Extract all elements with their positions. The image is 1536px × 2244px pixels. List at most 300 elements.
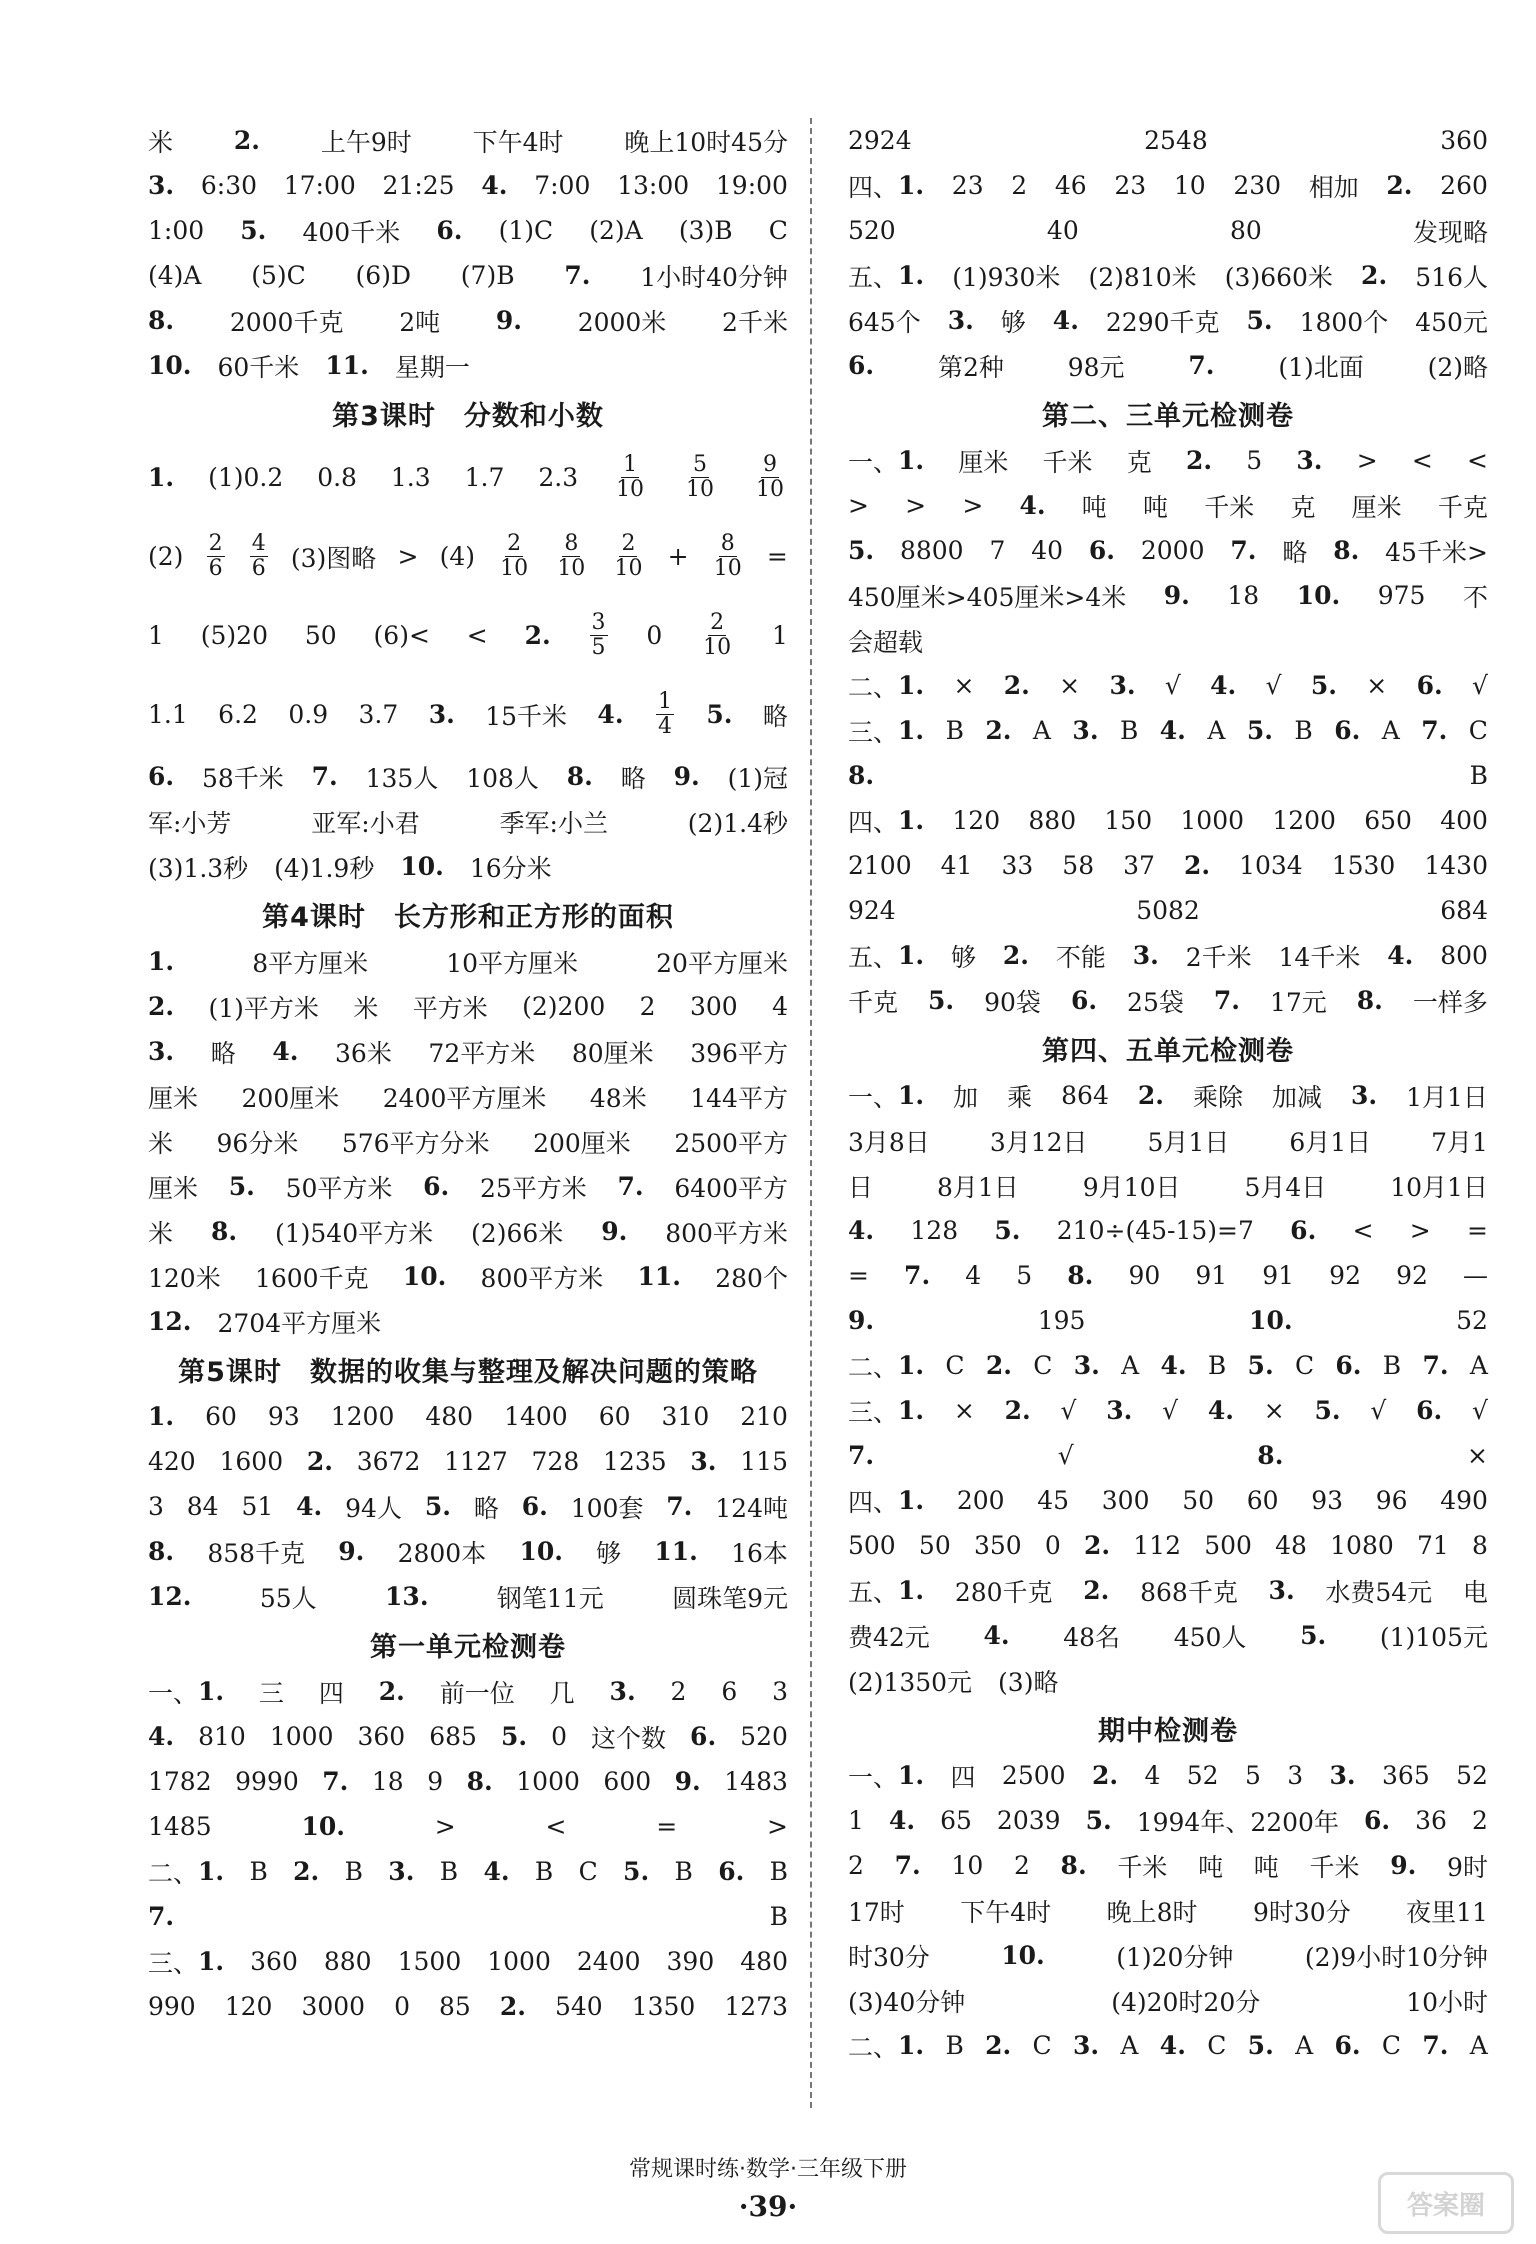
answer-line xyxy=(848,1163,1488,1208)
question-number: 3. xyxy=(1073,2031,1100,2060)
question-number: 7. xyxy=(904,1261,931,1290)
question-number: 4. xyxy=(983,1621,1010,1650)
answer-value: 90 xyxy=(1128,1261,1161,1290)
fraction: 4 6 xyxy=(251,530,266,581)
answer-value: 23 xyxy=(951,171,984,200)
answer-value: 18 xyxy=(371,1767,404,1796)
answer-value: 0 xyxy=(551,1722,567,1751)
question-number: 4. xyxy=(888,1806,916,1835)
answer-value: > xyxy=(962,491,984,520)
answer-line xyxy=(848,1388,1488,1433)
answer-value: 水费54元 xyxy=(1325,1577,1433,1607)
lesson-3-title: 第3课时 分数和小数 xyxy=(332,400,604,432)
question-number: 7. xyxy=(148,1902,175,1931)
answer-value: 1273 xyxy=(724,1992,788,2021)
answer-value: > xyxy=(397,542,419,571)
unit-4-5-answers xyxy=(848,1073,1488,1703)
answer-value: 3000 xyxy=(301,1992,366,2021)
answer-value: 2吨 xyxy=(399,307,441,337)
answer-value: 1800个 xyxy=(1299,307,1389,337)
answer-value: 684 xyxy=(1440,896,1488,925)
answer-value: 13:00 xyxy=(617,171,690,200)
answer-value: 450元 xyxy=(1415,307,1488,337)
question-number: 6. xyxy=(1416,1396,1443,1425)
answer-value: 夜里11 xyxy=(1406,1897,1488,1927)
answer-value: 975 xyxy=(1377,581,1426,610)
answer-value: A xyxy=(1121,1351,1140,1380)
answer-value: 下午4时 xyxy=(960,1897,1052,1927)
question-number: 四、 1. xyxy=(848,806,925,837)
question-number: 10. xyxy=(519,1537,563,1566)
question-number: 2. xyxy=(1386,171,1413,200)
question-number: 6. xyxy=(1334,716,1361,745)
question-number: 9. xyxy=(495,306,522,335)
question-number: 5. xyxy=(706,700,733,729)
answer-value: 40 xyxy=(1046,216,1079,245)
question-number: 7. xyxy=(1421,716,1448,745)
answer-value: (4)A xyxy=(148,261,202,290)
question-number: 2. xyxy=(1083,1576,1110,1605)
answer-value: 120 xyxy=(952,806,1001,835)
answer-line xyxy=(848,1798,1488,1843)
answer-value: > xyxy=(848,491,869,520)
answer-value: = xyxy=(656,1812,678,1841)
answer-line xyxy=(848,438,1488,483)
answer-value: 924 xyxy=(848,896,896,925)
unit-4-5-title: 第四、五单元检测卷 xyxy=(1042,1035,1294,1067)
answer-value: > xyxy=(1409,1216,1431,1245)
answer-line xyxy=(848,298,1488,343)
answer-value: 0 xyxy=(646,621,663,650)
answer-value: 3月12日 xyxy=(989,1127,1088,1157)
answer-value: × xyxy=(953,671,975,700)
answer-value: C xyxy=(768,216,788,245)
answer-value: 365 xyxy=(1382,1761,1430,1790)
answer-line xyxy=(148,596,788,675)
answer-value: 几 xyxy=(549,1678,575,1708)
answer-value: 下午4时 xyxy=(472,127,564,157)
answer-value: 2千米 xyxy=(722,307,788,337)
answer-value: 84 xyxy=(186,1492,219,1521)
answer-value: (3)B xyxy=(678,216,733,245)
answer-value: 千米 xyxy=(1117,1852,1168,1882)
answer-line xyxy=(148,984,788,1029)
answer-value: 4 xyxy=(1144,1761,1161,1790)
answer-value: 810 xyxy=(198,1722,246,1751)
question-number: 9. xyxy=(338,1537,365,1566)
answer-value: 19:00 xyxy=(715,171,788,200)
answer-line xyxy=(148,1439,788,1484)
answer-value: 2100 xyxy=(848,851,912,880)
answer-line xyxy=(848,618,1488,663)
answer-value: 92 xyxy=(1396,1261,1428,1290)
answer-line xyxy=(148,754,788,799)
section-continued xyxy=(148,118,788,388)
answer-value: 会超载 xyxy=(848,627,924,657)
answer-value: 520 xyxy=(740,1722,788,1751)
question-number: 3. xyxy=(947,306,974,335)
question-number: 11. xyxy=(325,351,369,380)
answer-value: 3 xyxy=(772,1677,788,1706)
question-number: 4. xyxy=(296,1492,323,1521)
answer-line xyxy=(148,1894,788,1939)
answer-line xyxy=(848,1613,1488,1658)
answer-value: 52 xyxy=(1186,1761,1219,1790)
answer-value: 7月1 xyxy=(1431,1127,1488,1157)
answer-value: 上午9时 xyxy=(320,127,412,157)
question-number: 一、 1. xyxy=(848,446,925,477)
answer-value: C xyxy=(1468,716,1488,745)
answer-value: (2)A xyxy=(589,216,643,245)
answer-value: 50平方米 xyxy=(285,1173,393,1203)
question-number: 2. xyxy=(1185,446,1213,475)
answer-line xyxy=(848,528,1488,573)
answer-line xyxy=(848,663,1488,708)
answer-value: = xyxy=(848,1261,869,1290)
lesson-5-answers xyxy=(148,1394,788,1619)
answer-value: 520 xyxy=(848,216,896,245)
answer-value: 5月4日 xyxy=(1244,1172,1327,1202)
answer-value: 3 xyxy=(148,1492,164,1521)
question-number: 5. xyxy=(1246,716,1273,745)
question-number: 12. xyxy=(148,1307,192,1336)
answer-value: 日 xyxy=(848,1172,874,1202)
answer-line xyxy=(848,1978,1488,2023)
answer-value: 圆珠笔9元 xyxy=(672,1583,788,1613)
answer-value: 100套 xyxy=(570,1493,644,1523)
lesson-4-answers xyxy=(148,939,788,1344)
answer-value: × xyxy=(1059,671,1081,700)
answer-value: > xyxy=(1356,446,1378,475)
answer-value: 1994年、2200年 xyxy=(1136,1807,1339,1837)
midterm-title: 期中检测卷 xyxy=(1098,1715,1238,1747)
answer-value: 120米 xyxy=(148,1263,221,1293)
question-number: 8. xyxy=(1067,1261,1094,1290)
answer-value: 1 xyxy=(772,621,788,650)
answer-line xyxy=(148,438,788,517)
fraction: 1 4 xyxy=(657,688,672,739)
answer-value: 10月1日 xyxy=(1390,1172,1488,1202)
answer-value: > xyxy=(905,491,927,520)
answer-value: 98元 xyxy=(1067,352,1125,382)
fraction: 9 10 xyxy=(755,451,784,502)
answer-value: 10平方厘米 xyxy=(446,948,579,978)
answer-line xyxy=(148,343,788,388)
answer-value: 5 xyxy=(1246,446,1263,475)
answer-value: 2 xyxy=(1011,171,1028,200)
answer-value: 米 xyxy=(148,127,174,157)
answer-value: 50 xyxy=(1182,1486,1214,1515)
answer-value: 略 xyxy=(762,701,788,731)
fraction: 1 10 xyxy=(616,451,645,502)
question-number: 四、 1. xyxy=(848,171,925,202)
question-number: 11. xyxy=(654,1537,698,1566)
question-number: 9. xyxy=(673,762,700,791)
answer-value: 576平方分米 xyxy=(341,1128,490,1158)
answer-value: 厘米 xyxy=(1351,492,1402,522)
answer-value: (1)540平方米 xyxy=(274,1218,434,1248)
question-number: 5. xyxy=(1300,1621,1327,1650)
answer-line xyxy=(848,1658,1488,1703)
answer-value: 45千米> xyxy=(1385,537,1488,567)
answer-value: 6400平方 xyxy=(674,1173,788,1203)
answer-line xyxy=(148,1074,788,1119)
answer-value: 2000千克 xyxy=(229,307,344,337)
question-number: 4. xyxy=(1159,716,1186,745)
answer-value: (3)图略 xyxy=(290,543,377,573)
question-number: 10. xyxy=(148,351,192,380)
answer-line xyxy=(148,1529,788,1574)
answer-value: (6)D xyxy=(355,261,412,290)
answer-line xyxy=(848,1073,1488,1118)
question-number: 6. xyxy=(690,1722,717,1751)
question-number: 10. xyxy=(400,852,444,881)
book-footer: 常规课时练·数学·三年级下册 xyxy=(629,2157,907,2182)
answer-value: 3 xyxy=(1287,1761,1304,1790)
answer-value: (1)105元 xyxy=(1379,1622,1488,1652)
answer-value: 400 xyxy=(1440,806,1488,835)
answer-value: 85 xyxy=(439,1992,471,2021)
answer-value: 略 xyxy=(210,1038,236,1068)
answer-value: 6月1日 xyxy=(1289,1127,1372,1157)
question-number: 5. xyxy=(1310,671,1337,700)
answer-value: 5 xyxy=(1244,1761,1261,1790)
answer-value: 195 xyxy=(1037,1306,1086,1335)
answer-value: 1500 xyxy=(397,1947,462,1976)
answer-value: 9 xyxy=(427,1767,444,1796)
answer-value: × xyxy=(1263,1396,1285,1425)
answer-value: 58 xyxy=(1062,851,1095,880)
answer-value: 不能 xyxy=(1055,942,1106,972)
answer-value: 2400平方厘米 xyxy=(382,1083,547,1113)
question-number: 8. xyxy=(848,761,875,790)
answer-value: 季军:小兰 xyxy=(499,808,608,838)
answer-value: (6)< xyxy=(373,621,430,650)
lesson-3-answers xyxy=(148,438,788,889)
answer-value: (2)810米 xyxy=(1088,262,1197,292)
unit-2-3-title: 第二、三单元检测卷 xyxy=(1042,400,1294,432)
answer-line xyxy=(148,1759,788,1804)
answer-line xyxy=(848,1478,1488,1523)
answer-value: — xyxy=(1462,1261,1488,1290)
question-number: 6. xyxy=(436,216,463,245)
answer-value: 5月1日 xyxy=(1147,1127,1230,1157)
question-number: 3. xyxy=(1351,1081,1378,1110)
answer-value: 40 xyxy=(1031,536,1064,565)
fraction: 5 10 xyxy=(686,451,715,502)
answer-value: 2800本 xyxy=(397,1538,487,1568)
answer-value: 发现略 xyxy=(1412,217,1488,247)
answer-value: 480 xyxy=(425,1402,474,1431)
answer-value: 0 xyxy=(1044,1531,1061,1560)
question-number: 10. xyxy=(1001,1941,1045,1970)
answer-line xyxy=(148,517,788,596)
fraction: 2 10 xyxy=(614,530,643,581)
answer-value: 8平方厘米 xyxy=(252,948,369,978)
right-column xyxy=(848,118,1488,2068)
answer-value: 23 xyxy=(1114,171,1147,200)
answer-value: 2 xyxy=(1013,1851,1030,1880)
question-number: 4. xyxy=(1207,1396,1234,1425)
answer-value: 800平方米 xyxy=(665,1218,788,1248)
question-number: 6. xyxy=(1070,986,1098,1015)
answer-value: 1000 xyxy=(269,1722,334,1751)
answer-value: 41 xyxy=(940,851,973,880)
answer-value: 1.7 xyxy=(464,463,505,492)
fraction: 8 10 xyxy=(713,530,742,581)
answer-value: A xyxy=(1469,2031,1488,2060)
answer-value: 96 xyxy=(1375,1486,1408,1515)
answer-value: B xyxy=(1382,1351,1402,1380)
answer-value: 电 xyxy=(1462,1577,1488,1607)
answer-value: 1.1 xyxy=(148,700,188,729)
question-number: 6. xyxy=(423,1172,450,1201)
answer-value: 7 xyxy=(989,536,1006,565)
answer-value: 克 xyxy=(1126,447,1152,477)
answer-value: 2.3 xyxy=(538,463,579,492)
answer-value: 36 xyxy=(1415,1806,1447,1835)
question-number: 6. xyxy=(1290,1216,1317,1245)
answer-line xyxy=(148,1574,788,1619)
answer-value: 吨 xyxy=(1198,1852,1224,1882)
answer-value: 33 xyxy=(1001,851,1034,880)
answer-value: 5 xyxy=(1016,1261,1033,1290)
fraction: 2 6 xyxy=(208,530,223,581)
question-number: 一、 1. xyxy=(148,1677,225,1708)
answer-value: 4 xyxy=(772,992,788,1021)
unit-1-answers xyxy=(148,1669,788,2029)
answer-line xyxy=(848,1568,1488,1613)
answer-value: 490 xyxy=(1440,1486,1488,1515)
question-number: 3. xyxy=(428,700,455,729)
answer-value: 厘米 xyxy=(148,1173,199,1203)
answer-value: 80 xyxy=(1229,216,1262,245)
question-number: 10. xyxy=(301,1812,345,1841)
answer-value: 360 xyxy=(357,1722,406,1751)
answer-value: (1)平方米 xyxy=(208,993,319,1023)
question-number: 8. xyxy=(210,1217,238,1246)
answer-value: 0 xyxy=(394,1992,411,2021)
answer-line xyxy=(848,708,1488,753)
question-number: 三、 1. xyxy=(148,1947,225,1978)
question-number: 一、 1. xyxy=(848,1081,925,1112)
answer-line xyxy=(148,1209,788,1254)
answer-value: 135人 xyxy=(365,763,439,793)
answer-value: 25袋 xyxy=(1127,987,1184,1017)
question-number: 2. xyxy=(378,1677,405,1706)
answer-value: 260 xyxy=(1440,171,1488,200)
answer-value: 480 xyxy=(740,1947,788,1976)
answer-line xyxy=(848,1343,1488,1388)
question-number: 4. xyxy=(1160,1351,1187,1380)
fraction: 2 10 xyxy=(500,530,529,581)
answer-value: 2000 xyxy=(1140,536,1205,565)
question-number: 一、 1. xyxy=(848,1761,925,1792)
answer-value: 2290千克 xyxy=(1105,307,1220,337)
answer-value: 18 xyxy=(1227,581,1260,610)
answer-line xyxy=(148,208,788,253)
answer-value: 94人 xyxy=(345,1493,402,1523)
answer-value: 1350 xyxy=(631,1992,696,2021)
answer-value: 55人 xyxy=(259,1583,317,1613)
answer-value: 880 xyxy=(323,1947,372,1976)
question-number: 7. xyxy=(1422,1351,1449,1380)
question-number: 4. xyxy=(1019,491,1046,520)
answer-value: 千米 xyxy=(1042,447,1093,477)
question-number: 4. xyxy=(483,1857,510,1886)
answer-value: 37 xyxy=(1123,851,1155,880)
answer-value: 1430 xyxy=(1424,851,1488,880)
answer-value: + xyxy=(667,542,689,571)
answer-value: 米 xyxy=(148,1128,174,1158)
question-number: 4. xyxy=(148,1722,175,1751)
question-number: 四、 1. xyxy=(848,1486,925,1517)
answer-line xyxy=(848,483,1488,528)
question-number: 2. xyxy=(148,992,175,1021)
question-number: 3. xyxy=(1329,1761,1356,1790)
answer-value: B xyxy=(249,1857,268,1886)
answer-line xyxy=(848,1433,1488,1478)
answer-value: 晚上8时 xyxy=(1106,1897,1198,1927)
question-number: 6. xyxy=(148,762,175,791)
question-number: 4. xyxy=(848,1216,875,1245)
question-number: 10. xyxy=(1296,581,1341,610)
answer-value: < xyxy=(545,1812,567,1841)
answer-value: 300 xyxy=(689,992,738,1021)
answer-value: 17元 xyxy=(1269,987,1327,1017)
answer-line xyxy=(148,1394,788,1439)
answer-value: 800 xyxy=(1440,941,1488,970)
answer-value: 48 xyxy=(1275,1531,1307,1560)
question-number: 2. xyxy=(306,1447,333,1476)
answer-value: = xyxy=(766,542,788,571)
answer-value: √ xyxy=(1265,671,1282,700)
question-number: 8. xyxy=(1257,1441,1284,1470)
question-number: 1. xyxy=(148,463,175,492)
answer-value: 5082 xyxy=(1136,896,1200,925)
answer-value: < xyxy=(1467,446,1488,475)
answer-value: 1200 xyxy=(1272,806,1336,835)
question-number: 5. xyxy=(994,1216,1021,1245)
answer-value: = xyxy=(1467,1216,1488,1245)
fraction: 2 10 xyxy=(703,609,732,660)
answer-value: C xyxy=(578,1857,598,1886)
answer-line xyxy=(148,799,788,844)
answer-value: 90袋 xyxy=(984,987,1041,1017)
answer-line xyxy=(848,888,1488,933)
question-number: 5. xyxy=(1246,306,1273,335)
answer-value: (3)1.3秒 xyxy=(148,853,249,883)
answer-value: 1000 xyxy=(1180,806,1245,835)
answer-value: 51 xyxy=(241,1492,274,1521)
answer-value: 93 xyxy=(267,1402,300,1431)
answer-value: B xyxy=(1207,1351,1227,1380)
question-number: 4. xyxy=(481,171,508,200)
answer-value: 略 xyxy=(1282,537,1308,567)
answer-value: 1 xyxy=(848,1806,864,1835)
answer-value: < xyxy=(1411,446,1433,475)
question-number: 3. xyxy=(148,1037,175,1066)
answer-value: 52 xyxy=(1456,1761,1488,1790)
answer-value: (5)C xyxy=(251,261,306,290)
question-number: 6. xyxy=(1416,671,1443,700)
answer-value: 4 xyxy=(965,1261,982,1290)
column-divider xyxy=(810,118,812,2108)
answer-value: 16分米 xyxy=(469,853,552,883)
answer-value: 够 xyxy=(1000,307,1026,337)
answer-value: 米 xyxy=(148,1218,174,1248)
answer-value: 加减 xyxy=(1272,1082,1323,1112)
